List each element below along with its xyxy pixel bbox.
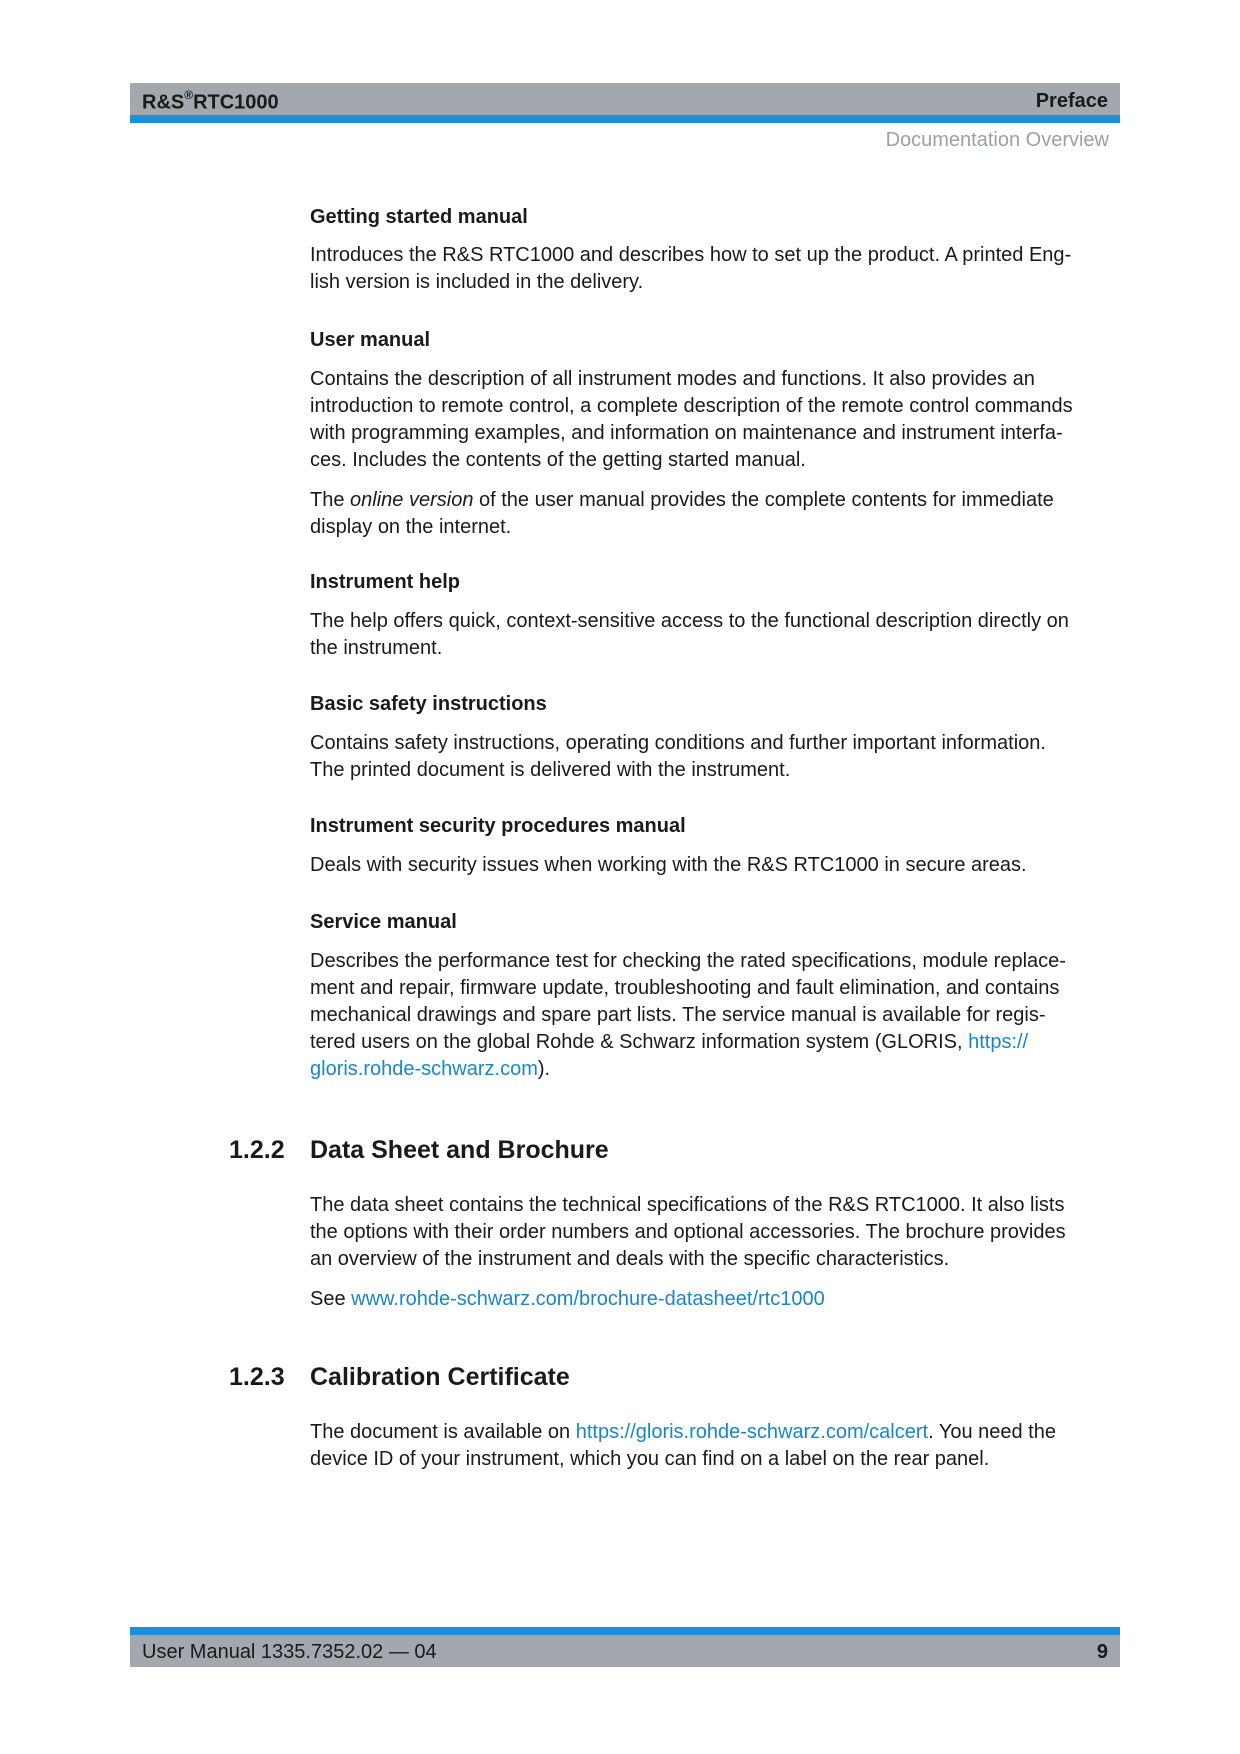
doc-entry-title: Instrument security procedures manual <box>310 815 686 837</box>
doc-entry-security-procedures <box>310 815 1115 879</box>
datasheet-description <box>310 1192 1115 1273</box>
text-line: The help offers quick, context-sensitive access to the functional description directly on <box>310 610 1069 632</box>
online-version-note <box>310 487 1115 541</box>
section-heading-datasheet <box>229 1136 609 1165</box>
text-line: ment and repair, firmware update, troubleshooting and fault elimination, and contains <box>310 977 1060 999</box>
text-line: display on the internet. <box>310 516 512 538</box>
text-line: Contains safety instructions, operating conditions and further important information. <box>310 732 1046 754</box>
product-prefix: R&S <box>142 91 185 114</box>
page-header-bar <box>130 83 1120 123</box>
doc-entry-description <box>310 852 1115 879</box>
text-line: The printed document is delivered with the instrument. <box>310 759 791 781</box>
calibration-section-body <box>310 1419 1115 1473</box>
text-line: Describes the performance test for checking the rated specifications, module replace- <box>310 950 1066 972</box>
doc-entry-title: User manual <box>310 329 431 351</box>
text-line: lish version is included in the delivery. <box>310 271 644 293</box>
text-line: Contains the description of all instrument modes and functions. It also provides an <box>310 368 1035 390</box>
doc-entry-instrument-help <box>310 571 1115 662</box>
text-run: of the user manual provides the complete contents for immediate <box>473 489 1054 511</box>
datasheet-link[interactable]: www.rohde-schwarz.com/brochure-datasheet/rtc1000 <box>351 1288 825 1310</box>
text-run: The <box>310 489 351 511</box>
section-heading-text: Data Sheet and Brochure <box>310 1136 609 1164</box>
doc-entry-description <box>310 948 1115 1083</box>
gloris-link[interactable]: https:// <box>968 1031 1029 1053</box>
text-run: tered users on the global Rohde & Schwarz information system (GLORIS, <box>310 1031 969 1053</box>
text-line: with programming examples, and information on maintenance and instrument interfa- <box>310 422 1063 444</box>
text-line: mechanical drawings and spare part lists. The service manual is available for regis- <box>310 1004 1046 1026</box>
text-line: device ID of your instrument, which you can find on a label on the rear panel. <box>310 1448 990 1470</box>
text-line: Introduces the R&S RTC1000 and describes how to set up the product. A printed Eng- <box>310 244 1072 266</box>
gloris-link-continued[interactable]: gloris.rohde-schwarz.com <box>310 1058 538 1080</box>
text-line <box>310 1029 1115 1056</box>
text-line: The data sheet contains the technical specifications of the R&S RTC1000. It also lists <box>310 1194 1065 1216</box>
doc-entry-description <box>310 366 1115 474</box>
text-line: introduction to remote control, a complete description of the remote control commands <box>310 395 1073 417</box>
product-model: RTC1000 <box>193 91 279 114</box>
doc-entry-description <box>310 608 1115 662</box>
text-line: Deals with security issues when working with the R&S RTC1000 in secure areas. <box>310 854 1027 876</box>
doc-entry-user-manual <box>310 329 1115 541</box>
text-line <box>310 1056 1115 1083</box>
page-number: 9 <box>1096 1641 1108 1663</box>
document-id: User Manual 1335.7352.02 ― 04 <box>142 1641 437 1663</box>
product-name <box>142 90 279 115</box>
section-number: 1.2.3 <box>229 1363 285 1391</box>
text-line <box>310 487 1115 514</box>
text-run: The document is available on <box>310 1421 576 1443</box>
doc-entry-getting-started <box>310 206 1115 296</box>
calcert-link[interactable]: https://gloris.rohde-schwarz.com/calcert <box>575 1421 929 1443</box>
text-run: . You need the <box>928 1421 1056 1443</box>
section-title: Documentation Overview <box>885 129 1109 151</box>
doc-entry-title: Getting started manual <box>310 206 528 228</box>
doc-entry-title: Basic safety instructions <box>310 693 547 715</box>
emphasis-online-version: online version <box>350 489 474 511</box>
text-line: an overview of the instrument and deals with the specific characteristics. <box>310 1248 950 1270</box>
calibration-description <box>310 1419 1115 1473</box>
section-number: 1.2.2 <box>229 1136 285 1164</box>
doc-entry-title: Instrument help <box>310 571 461 593</box>
text-run: ). <box>537 1058 551 1080</box>
doc-entry-description <box>310 730 1115 784</box>
doc-entry-description <box>310 242 1115 296</box>
doc-entry-title: Service manual <box>310 911 457 933</box>
chapter-title: Preface <box>1035 90 1108 112</box>
section-heading-text: Calibration Certificate <box>310 1363 570 1391</box>
doc-entry-service-manual <box>310 911 1115 1083</box>
page-footer-bar <box>130 1627 1120 1667</box>
text-line: ces. Includes the contents of the getting started manual. <box>310 449 806 471</box>
text-line: the instrument. <box>310 637 443 659</box>
see-label: See <box>310 1288 352 1310</box>
section-heading-calibration <box>229 1363 570 1392</box>
datasheet-section-body <box>310 1192 1115 1313</box>
registered-mark: ® <box>184 88 194 102</box>
text-line: the options with their order numbers and optional accessories. The brochure provides <box>310 1221 1066 1243</box>
datasheet-see-link-line <box>310 1286 1115 1313</box>
text-line <box>310 1419 1115 1446</box>
doc-entry-safety-instructions <box>310 693 1115 784</box>
